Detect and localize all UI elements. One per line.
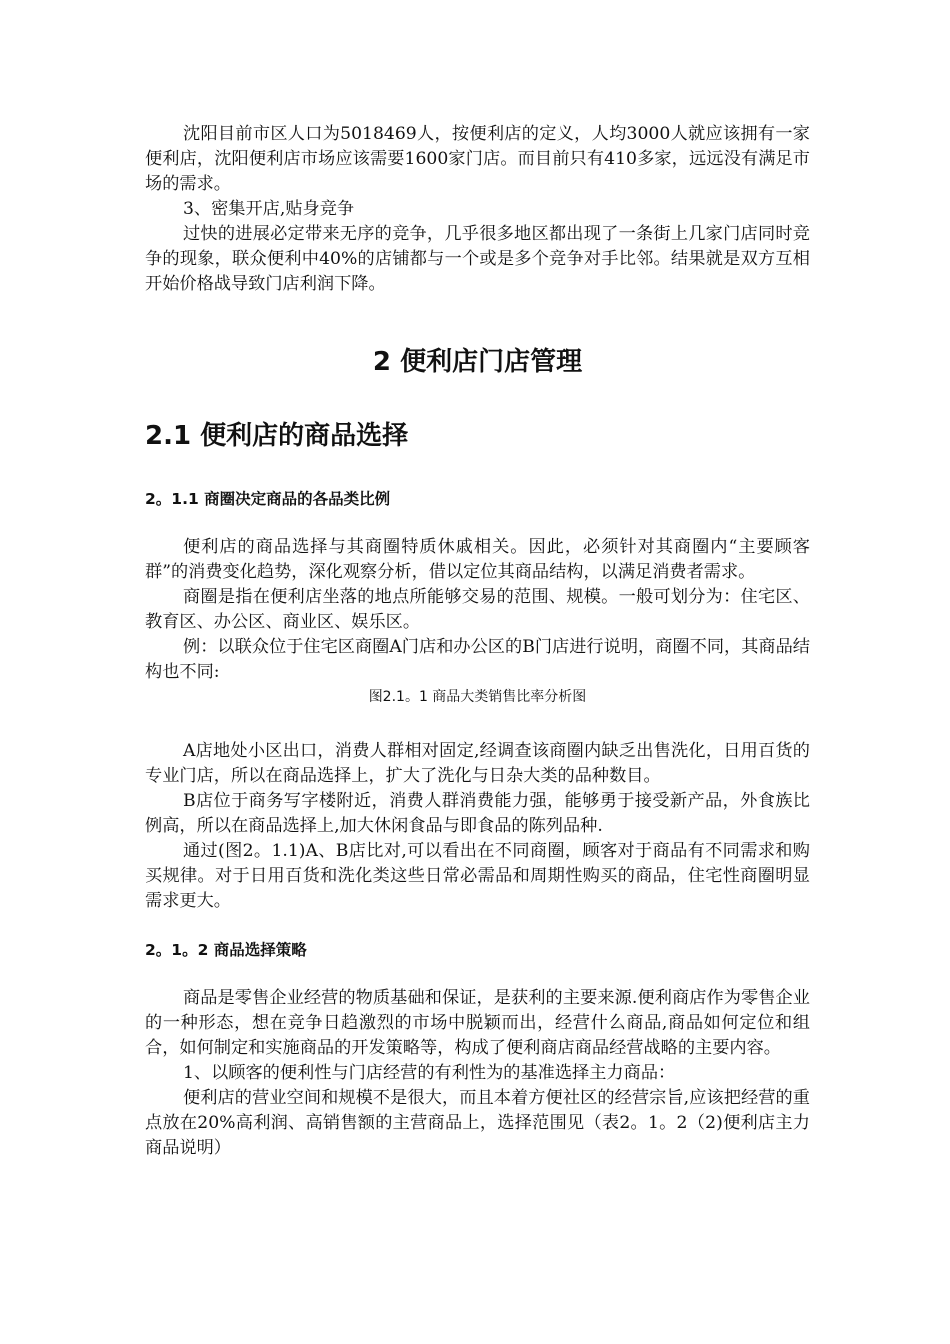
subsection-2-list-item-1: 1、以顾客的便利性与门店经营的有利性为的基准选择主力商品： <box>183 1063 676 1083</box>
subsection-1-title: 2。1.1 商圈决定商品的各品类比例 <box>145 490 391 508</box>
intro-paragraph-1: 沈阳目前市区人口为5018469人，按便利店的定义，人均3000人就应该拥有一家便利店，沈阳便利店市场应该需要1600家门店。而目前只有410多家，远远没有满足市场的需求。 <box>145 124 810 194</box>
document-page <box>145 122 810 1161</box>
section-title: 2.1 便利店的商品选择 <box>145 421 409 451</box>
subsection-1-paragraph-6: 通过(图2。1.1)A、B店比对,可以看出在不同商圈，顾客对于商品有不同需求和购买规律。对于日用百货和洗化类这些日常必需品和周期性购买的商品，住宅性商圈明显需求更大。 <box>145 841 810 911</box>
subsection-1-paragraph-4: A店地处小区出口，消费人群相对固定,经调查该商圈内缺乏出售洗化，日用百货的专业门店，所以在商品选择上，扩大了洗化与日杂大类的品种数目。 <box>145 741 810 786</box>
subsection-2-paragraph-2: 便利店的营业空间和规模不是很大，而且本着方便社区的经营宗旨,应该把经营的重点放在20%高利润、高销售额的主营商品上，选择范围见（表2。1。2（2)便利店主力商品说明） <box>145 1088 810 1158</box>
intro-list-item-3: 3、密集开店,贴身竞争 <box>183 199 355 219</box>
subsection-1-paragraph-2: 商圈是指在便利店坐落的地点所能够交易的范围、规模。一般可划分为：住宅区、教育区、办公区、商业区、娱乐区。 <box>145 587 810 632</box>
chapter-title: 2 便利店门店管理 <box>372 347 583 377</box>
subsection-1-paragraph-5: B店位于商务写字楼附近，消费人群消费能力强，能够勇于接受新产品，外食族比例高，所以在商品选择上,加大休闲食品与即食品的陈列品种. <box>145 791 810 836</box>
figure-caption: 图2.1。1 商品大类销售比率分析图 <box>368 689 587 705</box>
intro-paragraph-2: 过快的进展必定带来无序的竞争，几乎很多地区都出现了一条街上几家门店同时竞争的现象，联众便利中40%的店铺都与一个或是多个竞争对手比邻。结果就是双方互相开始价格战导致门店利润下降。 <box>145 224 810 294</box>
subsection-1-paragraph-1: 便利店的商品选择与其商圈特质休戚相关。因此，必须针对其商圈内“主要顾客群”的消费变化趋势，深化观察分析，借以定位其商品结构，以满足消费者需求。 <box>145 537 810 582</box>
subsection-1-paragraph-3: 例：以联众位于住宅区商圈A门店和办公区的B门店进行说明，商圈不同，其商品结构也不同: <box>145 637 810 682</box>
subsection-2-paragraph-1: 商品是零售企业经营的物质基础和保证，是获利的主要来源.便利商店作为零售企业的一种形态，想在竞争日趋激烈的市场中脱颖而出，经营什么商品,商品如何定位和组合，如何制定和实施商品的开发策略等，构成了便利商店商品经营战略的主要内容。 <box>145 988 810 1058</box>
subsection-2-title: 2。1。2 商品选择策略 <box>145 941 307 959</box>
